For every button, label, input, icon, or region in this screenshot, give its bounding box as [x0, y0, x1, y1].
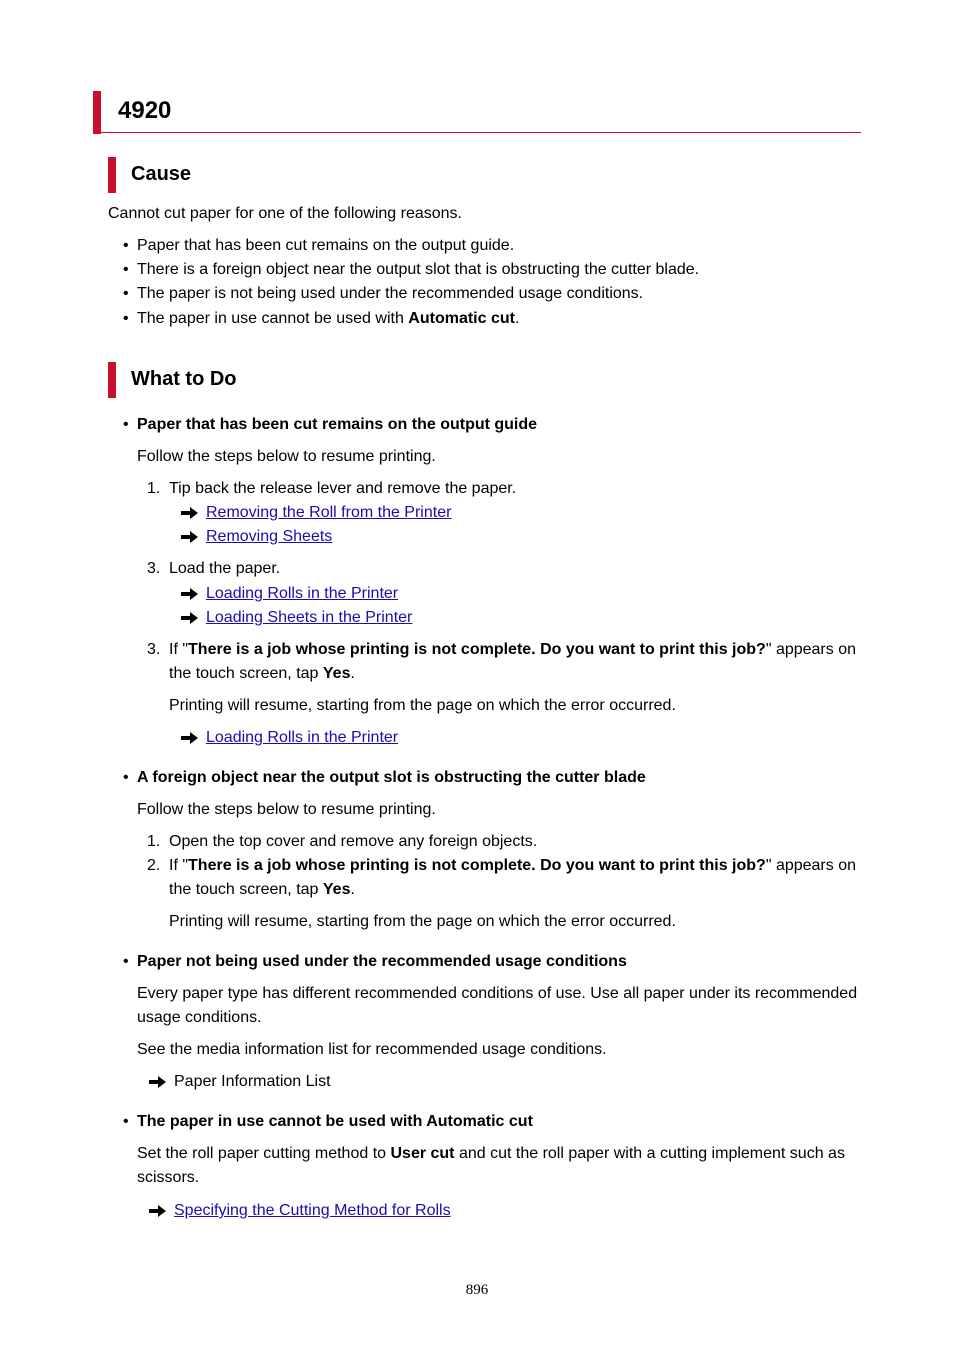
link-removing-roll[interactable]: Removing the Roll from the Printer: [206, 504, 452, 521]
s1-step3-line2-text: the touch screen, tap: [169, 665, 323, 682]
s1-title: Paper that has been cut remains on the output guide: [137, 416, 538, 433]
arrow-right-icon: [181, 588, 198, 600]
whattodo-heading: What to Do: [131, 368, 237, 390]
s1-resume-text: Printing will resume, starting from the page on which the error occurred.: [169, 697, 676, 714]
title-accent-bar: [93, 91, 101, 134]
s1-step2-number: 3.: [147, 560, 161, 577]
bullet-dot: •: [123, 769, 129, 786]
bullet-dot: •: [123, 285, 129, 302]
s1-step3-bold: There is a job whose printing is not complete. Do you want to print this job?: [188, 641, 766, 658]
bullet-dot: •: [123, 237, 129, 254]
bullet-dot: •: [123, 1113, 129, 1130]
cause-bullet-4-end: .: [514, 310, 520, 327]
cause-bullet-4-bold: Automatic cut: [408, 310, 515, 327]
s2-step1-number: 1.: [147, 833, 161, 850]
s3-paper-info-ref: Paper Information List: [174, 1073, 331, 1090]
cause-intro: Cannot cut paper for one of the following reasons.: [108, 205, 462, 222]
s2-step2-line1: [169, 857, 856, 875]
s2-step2-number: 2.: [147, 857, 161, 874]
cause-bullet-4-text: The paper in use cannot be used with: [137, 310, 409, 327]
s2-title: A foreign object near the output slot is obstructing the cutter blade: [137, 769, 646, 786]
cause-bullet-1: Paper that has been cut remains on the output guide.: [137, 237, 515, 254]
s2-resume-text: Printing will resume, starting from the page on which the error occurred.: [169, 913, 676, 930]
arrow-right-icon: [181, 612, 198, 624]
cause-bullet-3: The paper is not being used under the recommended usage conditions.: [137, 285, 644, 302]
cause-bullet-2: There is a foreign object near the output slot that is obstructing the cutter blade.: [137, 261, 700, 278]
s4-bold: User cut: [390, 1145, 455, 1162]
link-cutting-method[interactable]: Specifying the Cutting Method for Rolls: [174, 1202, 451, 1219]
s2-step2-line2-text: the touch screen, tap: [169, 881, 323, 898]
cause-heading: Cause: [131, 163, 192, 185]
s1-step2: Load the paper.: [169, 560, 281, 577]
s1-step3-pre: If ": [169, 641, 189, 658]
s2-step2-pre: If ": [169, 857, 189, 874]
s1-step1-number: 1.: [147, 480, 161, 497]
s1-step3-line2: [169, 665, 355, 683]
s3-paragraph2: See the media information list for recommended usage conditions.: [137, 1041, 607, 1058]
bullet-dot: •: [123, 416, 129, 433]
s1-step3-line1: [169, 641, 856, 659]
s3-title: Paper not being used under the recommended usage conditions: [137, 953, 627, 970]
s2-step1: Open the top cover and remove any foreign objects.: [169, 833, 538, 850]
bullet-dot: •: [123, 953, 129, 970]
arrow-right-icon: [181, 732, 198, 744]
s2-step2-post: " appears on: [765, 857, 856, 874]
s2-step2-yes: Yes: [322, 881, 351, 898]
link-loading-rolls-2[interactable]: Loading Rolls in the Printer: [206, 729, 399, 746]
s3-paragraph1-line2: usage conditions.: [137, 1009, 262, 1026]
page-number: 896: [465, 1282, 489, 1298]
s2-step2-line2: [169, 881, 355, 899]
whattodo-accent-bar: [108, 362, 116, 398]
s1-step3-post: " appears on: [765, 641, 856, 658]
link-removing-sheets[interactable]: Removing Sheets: [206, 528, 333, 545]
s4-pre: Set the roll paper cutting method to: [137, 1145, 391, 1162]
s3-paragraph1-line1: Every paper type has different recommended conditions of use. Use all paper under its recommended: [137, 985, 858, 1002]
s4-post: and cut the roll paper with a cutting implement such as: [454, 1145, 845, 1162]
s4-paragraph-line2: scissors.: [137, 1169, 200, 1186]
bullet-dot: •: [123, 261, 129, 278]
s4-title: The paper in use cannot be used with Automatic cut: [137, 1113, 533, 1130]
link-loading-rolls[interactable]: Loading Rolls in the Printer: [206, 585, 399, 602]
s1-step1: Tip back the release lever and remove the paper.: [169, 480, 517, 497]
cause-accent-bar: [108, 157, 116, 193]
link-loading-sheets[interactable]: Loading Sheets in the Printer: [206, 609, 413, 626]
title-underline: [93, 132, 861, 133]
arrow-right-icon: [149, 1205, 166, 1217]
s1-intro: Follow the steps below to resume printing.: [137, 448, 436, 465]
cause-bullet-4: [137, 310, 519, 328]
s1-step3-yes: Yes: [322, 665, 351, 682]
bullet-dot: •: [123, 310, 129, 327]
arrow-right-icon: [149, 1076, 166, 1088]
s2-step2-dot: .: [350, 881, 355, 898]
s1-step3-number: 3.: [147, 641, 161, 658]
s2-intro: Follow the steps below to resume printing.: [137, 801, 436, 818]
s1-step3-dot: .: [350, 665, 355, 682]
s4-paragraph-line1: [137, 1145, 845, 1163]
arrow-right-icon: [181, 507, 198, 519]
page-title: 4920: [118, 97, 172, 124]
arrow-right-icon: [181, 531, 198, 543]
s2-step2-bold: There is a job whose printing is not complete. Do you want to print this job?: [188, 857, 766, 874]
